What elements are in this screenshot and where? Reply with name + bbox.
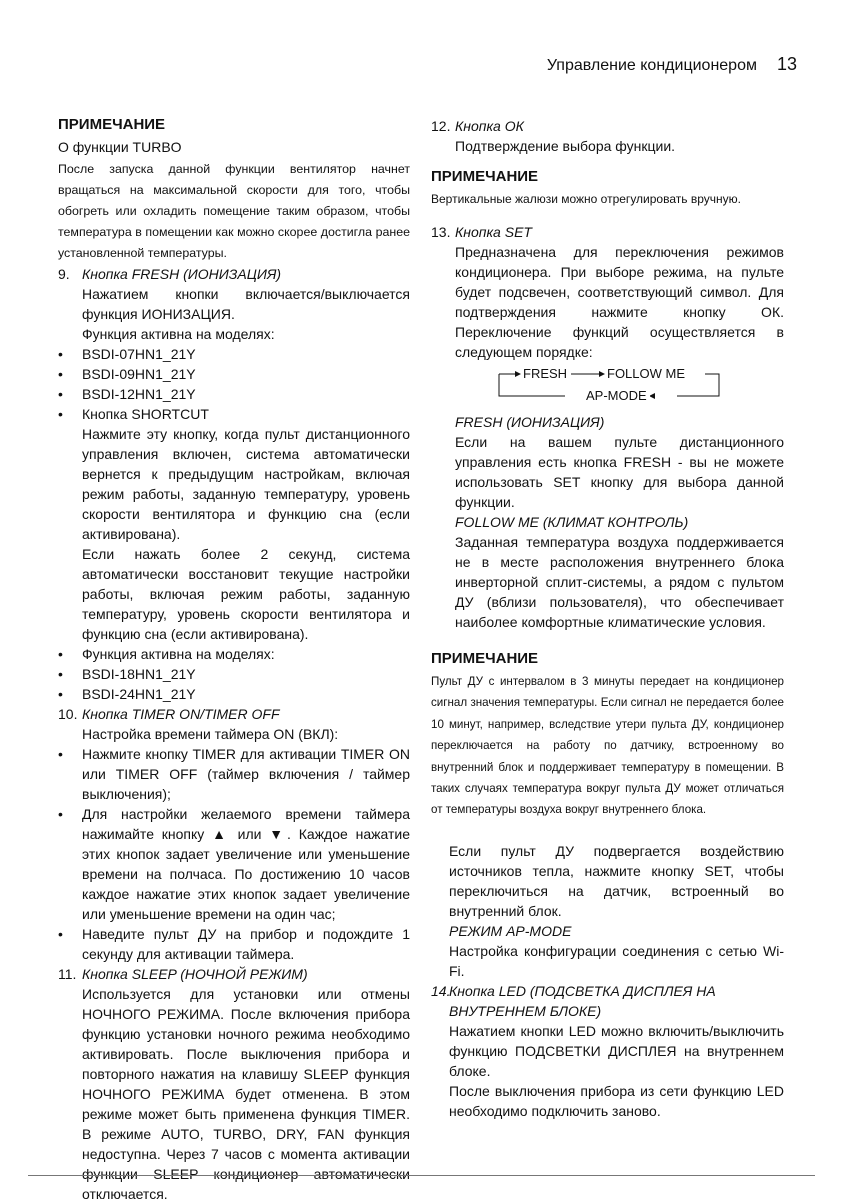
note-title: ПРИМЕЧАНИЕ (58, 116, 166, 133)
item-9 (58, 264, 410, 284)
turbo-text: После запуска данной функции вентилятор начнет вращаться на максимальной скорости для того, чтобы обогреть или охладить помещение таким образом, чтобы температура в помещении как можно скорее достигла ранее установленной температуры. (58, 162, 410, 260)
list-item: • Для настройки желаемого времени таймера нажимайте кнопку ▲ или ▼. Каждое нажатие этих кнопок задает увеличение или уменьшение времени на полчаса. По достижению 10 часов каждое нажатие этих кнопок задает увеличение или уменьшение времени на один час; (58, 806, 410, 922)
diagram-follow-me: FOLLOW ME (607, 366, 686, 381)
follow-text: Заданная температура воздуха поддерживается не в месте расположения внутреннего блока инверторной сплит-системы, а рядом с пультом ДУ (вблизи пользователя), что обеспечивает наиболее комфортные климатические условия. (455, 534, 784, 630)
item-12 (431, 116, 784, 136)
follow-title: FOLLOW ME (КЛИМАТ КОНТРОЛЬ) (455, 514, 689, 530)
item-9-title: Кнопка FRESH (ИОНИЗАЦИЯ) (82, 266, 282, 282)
note-title: ПРИМЕЧАНИЕ (431, 168, 539, 185)
list-item: • Наведите пульт ДУ на прибор и подождите 1 секунду для активации таймера. (58, 926, 410, 962)
header-title: Управление кондиционером (546, 57, 757, 74)
list-item: • Нажмите кнопку TIMER для активации TIMER ON или TIMER OFF (таймер включения / таймер выключения); (58, 746, 410, 802)
item-11-title: Кнопка SLEEP (НОЧНОЙ РЕЖИМ) (82, 966, 308, 982)
item-14 (431, 981, 784, 1021)
left-column (58, 116, 410, 1204)
list-item: • Функция активна на моделях: (58, 646, 275, 662)
diagram-ap-mode: AP-MODE (583, 388, 650, 403)
fresh-text: Если на вашем пульте дистанционного управления есть кнопка FRESH - вы не можете использовать SET кнопку для выбора данной функции. (455, 434, 784, 510)
ap-title: РЕЖИМ AP-MODE (449, 922, 572, 939)
item-14-text-1: Нажатием кнопки LED можно включить/выключить функцию ПОДСВЕТКИ ДИСПЛЕЯ на внутреннем блоке. (449, 1022, 784, 1079)
item-14-number: 14. (431, 982, 451, 999)
item-14-title: Кнопка LED (ПОДСВЕТКА ДИСПЛЕЯ НА ВНУТРЕННЕМ БЛОКЕ) (449, 982, 716, 1019)
item-11-number: 11. (58, 966, 77, 982)
item-10 (58, 704, 410, 724)
list-item: • BSDI-07HN1_21Y (58, 346, 196, 362)
page-number: 13 (776, 54, 797, 74)
item-10-number: 10. (58, 706, 78, 722)
item-13-title: Кнопка SET (455, 224, 532, 240)
item-13-text: Предназначена для переключения режимов кондиционера. При выборе режима, на пульте будет подсвечен, соответствующий символ. Для подтверждения нажмите кнопку ОК. Переключение функций осуществляется в следующем порядке: (455, 244, 784, 360)
item-10-sub: Настройка времени таймера ON (ВКЛ): (82, 726, 339, 742)
note-text: Пульт ДУ с интервалом в 3 минуты передает на кондиционер сигнал значения температуры. Если сигнал не передается более 10 минут, например, вследствие утери пульта ДУ, кондиционер переключается на работу по датчику, встроенному во внутренний блок и поддерживает температуру в помещении. В таких случаях температура вокруг пульта ДУ может отличаться от температуры воздуха вокруг внутреннего блока. (431, 675, 784, 817)
fresh-title: FRESH (ИОНИЗАЦИЯ) (455, 414, 605, 430)
heat-text: Если пульт ДУ подвергается воздействию источников тепла, нажмите кнопку SET, чтобы переключиться на датчик, встроенный во внутренний блок. (449, 842, 784, 919)
footer-rule (28, 1175, 815, 1176)
item-10-title: Кнопка TIMER ON/TIMER OFF (82, 706, 280, 722)
list-item: • BSDI-09HN1_21Y (58, 366, 196, 382)
shortcut-text-2: Если нажать более 2 секунд, система автоматически восстановит текущие настройки работы, включая режим работы, заданную температуру, уровень скорости вентилятора и функцию сна (если активирована). (82, 546, 410, 642)
item-9-models: Функция активна на моделях: (82, 326, 275, 342)
item-11 (58, 964, 410, 984)
list-item: • Кнопка SHORTCUT (58, 406, 209, 422)
ap-text: Настройка конфигурации соединения с сетью Wi-Fi. (449, 942, 784, 979)
list-item: • BSDI-24HN1_21Y (58, 686, 196, 702)
list-item: • BSDI-18HN1_21Y (58, 666, 196, 682)
item-12-title: Кнопка ОК (455, 118, 524, 134)
item-9-number: 9. (58, 266, 70, 282)
note-title: ПРИМЕЧАНИЕ (431, 650, 539, 667)
note-text: Вертикальные жалюзи можно отрегулировать вручную. (431, 192, 741, 206)
item-9-text: Нажатием кнопки включается/выключается функция ИОНИЗАЦИЯ. (82, 286, 410, 322)
mode-cycle-diagram (497, 366, 727, 406)
item-11-text: Используется для установки или отмены НОЧНОГО РЕЖИМА. После включения прибора функцию установки ночного режима необходимо активировать. После выключения прибора и повторного нажатия на клавишу SLEEP функция НОЧНОГО РЕЖИМА будет отменена. В этом режиме может быть применена функция TIMER. В режиме AUTO, TURBO, DRY, FAN функция недоступна. Через 7 часов с момента активации функции SLEEP кондиционер автоматически отключается. (82, 986, 410, 1202)
page-header (547, 54, 797, 75)
item-12-text: Подтверждение выбора функции. (455, 138, 676, 154)
item-12-number: 12. (431, 118, 451, 134)
item-13 (431, 222, 784, 242)
shortcut-text-1: Нажмите эту кнопку, когда пульт дистанционного управления включен, система автоматически вернется к предыдущим настройкам, включая режим работы, заданную температуру, уровень скорости вентилятора и функцию сна (если активирована). (82, 426, 410, 542)
turbo-title: О функции TURBO (58, 139, 182, 155)
list-item: • BSDI-12HN1_21Y (58, 386, 196, 402)
item-14-text-2: После выключения прибора из сети функцию LED необходимо подключить заново. (449, 1082, 784, 1119)
right-column (431, 116, 784, 1121)
item-13-number: 13. (431, 224, 451, 240)
diagram-fresh: FRESH (523, 366, 568, 381)
